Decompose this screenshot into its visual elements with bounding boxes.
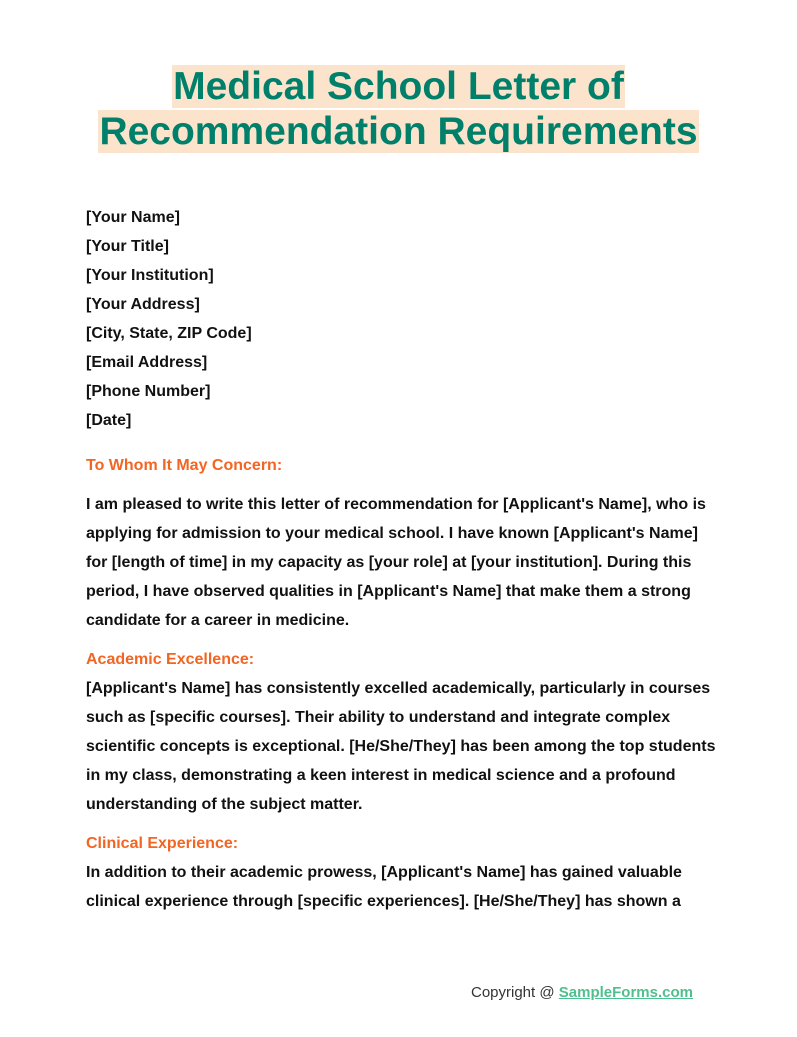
- address-line: [Your Name]: [86, 209, 180, 226]
- address-line: [City, State, ZIP Code]: [86, 325, 252, 342]
- sampleforms-link[interactable]: SampleForms.com: [558, 984, 693, 1001]
- title-line-2: Recommendation Requirements: [99, 110, 698, 153]
- section-text: [Applicant's Name] has consistently excelled academically, particularly in courses such as [specific courses]. Their ability to understand and integrate complex scientific concepts is exceptional. [He/She/They] has been among the top students in my class, demonstrating a keen interest in medical science and a profound understanding of the subject matter.: [86, 680, 716, 813]
- copyright-text: Copyright @: [471, 984, 559, 1001]
- address-line: [Date]: [86, 412, 132, 429]
- section-text: In addition to their academic prowess, [Applicant's Name] has gained valuable clinical experience through [specific experiences]. [He/She/They] has shown a: [86, 864, 682, 910]
- page-title: [0, 64, 797, 154]
- section-heading: Academic Excellence:: [86, 651, 255, 668]
- sender-address-block: [86, 203, 716, 435]
- address-line: [Your Title]: [86, 238, 169, 255]
- section-heading: Clinical Experience:: [86, 835, 239, 852]
- intro-paragraph: I am pleased to write this letter of recommendation for [Applicant's Name], who is applying for admission to your medical school. I have known [Applicant's Name] for [length of time] in my capacity as [your role] at [your institution]. During this period, I have observed qualities in [Applicant's Name] that make them a strong candidate for a career in medicine.: [86, 496, 706, 629]
- address-line: [Email Address]: [86, 354, 208, 371]
- address-line: [Your Address]: [86, 296, 200, 313]
- letter-body: [86, 203, 716, 916]
- address-line: [Your Institution]: [86, 267, 214, 284]
- greeting: To Whom It May Concern:: [86, 457, 283, 474]
- title-line-1: Medical School Letter of: [173, 65, 624, 108]
- footer: [471, 984, 693, 1001]
- section-academic: [86, 645, 716, 819]
- address-line: [Phone Number]: [86, 383, 211, 400]
- section-clinical: [86, 829, 716, 916]
